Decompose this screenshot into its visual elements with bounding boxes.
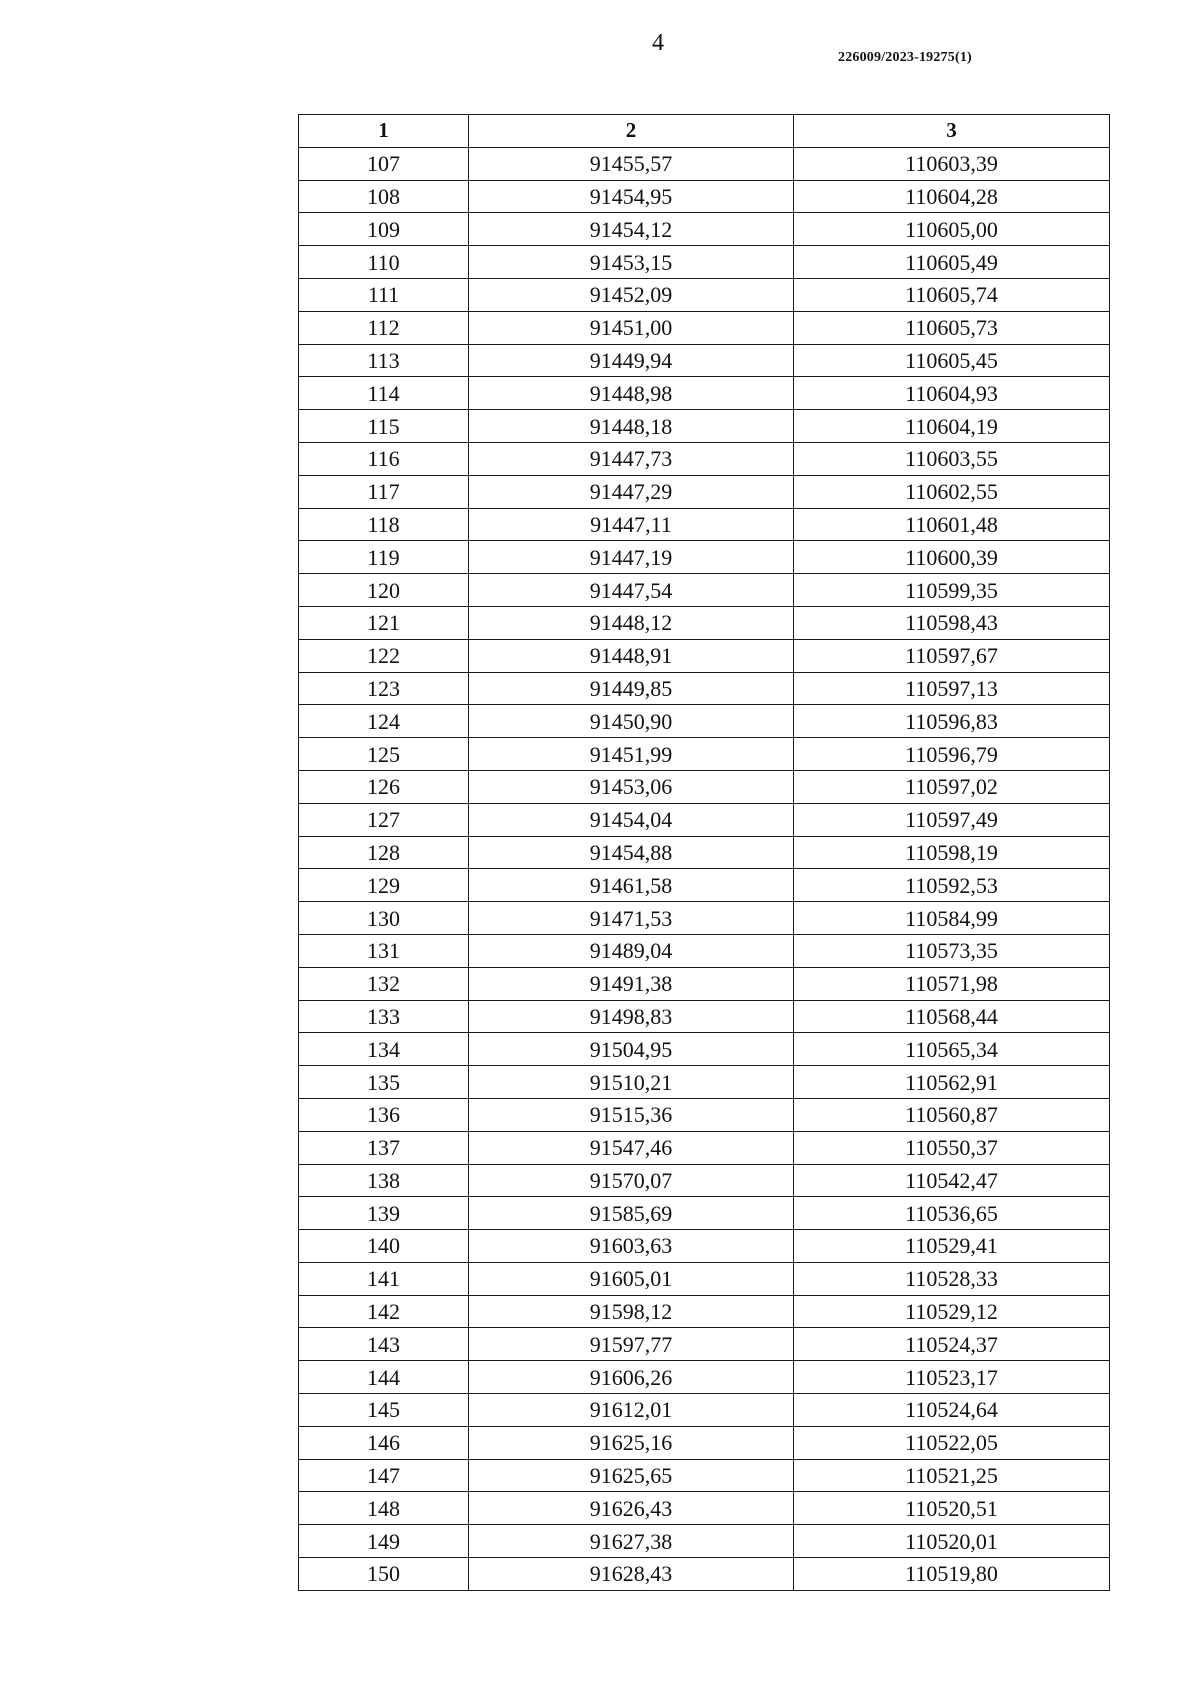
document-id: 226009/2023-19275(1) [838,50,972,65]
column-header: 1 [299,115,469,148]
table-row [299,278,1110,311]
table-row [299,836,1110,869]
y-coordinate-cell: 110605,49 [794,246,1110,279]
x-coordinate-cell: 91447,73 [469,442,794,475]
point-number-cell: 120 [299,574,469,607]
y-coordinate-cell: 110529,12 [794,1295,1110,1328]
y-coordinate-cell: 110605,45 [794,344,1110,377]
x-coordinate-cell: 91605,01 [469,1262,794,1295]
y-coordinate-cell: 110524,64 [794,1394,1110,1427]
table-row [299,1000,1110,1033]
table-row [299,1164,1110,1197]
table-row [299,1459,1110,1492]
table-row [299,180,1110,213]
y-coordinate-cell: 110592,53 [794,869,1110,902]
y-coordinate-cell: 110604,19 [794,410,1110,443]
column-header: 2 [469,115,794,148]
x-coordinate-cell: 91447,54 [469,574,794,607]
table-row [299,1525,1110,1558]
point-number-cell: 125 [299,738,469,771]
table-row [299,213,1110,246]
table-row [299,1295,1110,1328]
x-coordinate-cell: 91454,04 [469,803,794,836]
column-header: 3 [794,115,1110,148]
y-coordinate-cell: 110573,35 [794,934,1110,967]
point-number-cell: 121 [299,606,469,639]
table-row [299,311,1110,344]
point-number-cell: 113 [299,344,469,377]
point-number-cell: 112 [299,311,469,344]
table-row [299,1558,1110,1591]
point-number-cell: 127 [299,803,469,836]
x-coordinate-cell: 91515,36 [469,1098,794,1131]
y-coordinate-cell: 110529,41 [794,1230,1110,1263]
x-coordinate-cell: 91451,00 [469,311,794,344]
table-row [299,672,1110,705]
table-row [299,639,1110,672]
x-coordinate-cell: 91606,26 [469,1361,794,1394]
point-number-cell: 149 [299,1525,469,1558]
y-coordinate-cell: 110550,37 [794,1131,1110,1164]
x-coordinate-cell: 91454,88 [469,836,794,869]
x-coordinate-cell: 91504,95 [469,1033,794,1066]
y-coordinate-cell: 110603,39 [794,147,1110,180]
x-coordinate-cell: 91510,21 [469,1066,794,1099]
table-row [299,1262,1110,1295]
x-coordinate-cell: 91447,11 [469,508,794,541]
table-row [299,1328,1110,1361]
table-row [299,147,1110,180]
x-coordinate-cell: 91598,12 [469,1295,794,1328]
table-row [299,869,1110,902]
y-coordinate-cell: 110560,87 [794,1098,1110,1131]
point-number-cell: 145 [299,1394,469,1427]
x-coordinate-cell: 91448,12 [469,606,794,639]
table-row [299,770,1110,803]
y-coordinate-cell: 110598,43 [794,606,1110,639]
y-coordinate-cell: 110605,73 [794,311,1110,344]
table-row [299,967,1110,1000]
point-number-cell: 111 [299,278,469,311]
x-coordinate-cell: 91628,43 [469,1558,794,1591]
page-number: 4 [652,30,664,56]
x-coordinate-cell: 91471,53 [469,902,794,935]
y-coordinate-cell: 110599,35 [794,574,1110,607]
point-number-cell: 139 [299,1197,469,1230]
x-coordinate-cell: 91449,94 [469,344,794,377]
point-number-cell: 107 [299,147,469,180]
y-coordinate-cell: 110536,65 [794,1197,1110,1230]
point-number-cell: 142 [299,1295,469,1328]
y-coordinate-cell: 110542,47 [794,1164,1110,1197]
y-coordinate-cell: 110597,67 [794,639,1110,672]
x-coordinate-cell: 91585,69 [469,1197,794,1230]
point-number-cell: 146 [299,1426,469,1459]
y-coordinate-cell: 110565,34 [794,1033,1110,1066]
table-row [299,902,1110,935]
table-row [299,1394,1110,1427]
point-number-cell: 122 [299,639,469,672]
x-coordinate-cell: 91491,38 [469,967,794,1000]
y-coordinate-cell: 110520,01 [794,1525,1110,1558]
y-coordinate-cell: 110596,79 [794,738,1110,771]
point-number-cell: 129 [299,869,469,902]
x-coordinate-cell: 91451,99 [469,738,794,771]
table-row [299,344,1110,377]
x-coordinate-cell: 91452,09 [469,278,794,311]
point-number-cell: 147 [299,1459,469,1492]
x-coordinate-cell: 91547,46 [469,1131,794,1164]
y-coordinate-cell: 110522,05 [794,1426,1110,1459]
table-row [299,803,1110,836]
y-coordinate-cell: 110568,44 [794,1000,1110,1033]
point-number-cell: 109 [299,213,469,246]
x-coordinate-cell: 91448,91 [469,639,794,672]
point-number-cell: 135 [299,1066,469,1099]
table-row [299,705,1110,738]
table-row [299,606,1110,639]
point-number-cell: 141 [299,1262,469,1295]
x-coordinate-cell: 91498,83 [469,1000,794,1033]
y-coordinate-cell: 110602,55 [794,475,1110,508]
y-coordinate-cell: 110571,98 [794,967,1110,1000]
table-row [299,1098,1110,1131]
table-row [299,1197,1110,1230]
point-number-cell: 115 [299,410,469,443]
table-row [299,246,1110,279]
y-coordinate-cell: 110604,93 [794,377,1110,410]
y-coordinate-cell: 110521,25 [794,1459,1110,1492]
y-coordinate-cell: 110601,48 [794,508,1110,541]
y-coordinate-cell: 110528,33 [794,1262,1110,1295]
table-row [299,1230,1110,1263]
table-row [299,1492,1110,1525]
point-number-cell: 128 [299,836,469,869]
x-coordinate-cell: 91453,06 [469,770,794,803]
y-coordinate-cell: 110584,99 [794,902,1110,935]
table-row [299,738,1110,771]
x-coordinate-cell: 91447,29 [469,475,794,508]
x-coordinate-cell: 91450,90 [469,705,794,738]
point-number-cell: 133 [299,1000,469,1033]
x-coordinate-cell: 91489,04 [469,934,794,967]
point-number-cell: 143 [299,1328,469,1361]
point-number-cell: 132 [299,967,469,1000]
table-header-row [299,115,1110,148]
y-coordinate-cell: 110605,00 [794,213,1110,246]
x-coordinate-cell: 91453,15 [469,246,794,279]
point-number-cell: 137 [299,1131,469,1164]
point-number-cell: 110 [299,246,469,279]
table-row [299,541,1110,574]
y-coordinate-cell: 110603,55 [794,442,1110,475]
y-coordinate-cell: 110598,19 [794,836,1110,869]
point-number-cell: 150 [299,1558,469,1591]
x-coordinate-cell: 91627,38 [469,1525,794,1558]
table-row [299,934,1110,967]
coordinates-table [298,114,1110,1591]
x-coordinate-cell: 91454,95 [469,180,794,213]
x-coordinate-cell: 91612,01 [469,1394,794,1427]
point-number-cell: 123 [299,672,469,705]
point-number-cell: 116 [299,442,469,475]
table-row [299,442,1110,475]
y-coordinate-cell: 110524,37 [794,1328,1110,1361]
table-row [299,475,1110,508]
y-coordinate-cell: 110597,13 [794,672,1110,705]
point-number-cell: 136 [299,1098,469,1131]
table-body [299,147,1110,1590]
point-number-cell: 124 [299,705,469,738]
y-coordinate-cell: 110562,91 [794,1066,1110,1099]
y-coordinate-cell: 110523,17 [794,1361,1110,1394]
y-coordinate-cell: 110600,39 [794,541,1110,574]
x-coordinate-cell: 91570,07 [469,1164,794,1197]
x-coordinate-cell: 91447,19 [469,541,794,574]
x-coordinate-cell: 91448,98 [469,377,794,410]
y-coordinate-cell: 110605,74 [794,278,1110,311]
table-row [299,574,1110,607]
y-coordinate-cell: 110519,80 [794,1558,1110,1591]
point-number-cell: 144 [299,1361,469,1394]
table-row [299,1033,1110,1066]
y-coordinate-cell: 110604,28 [794,180,1110,213]
y-coordinate-cell: 110520,51 [794,1492,1110,1525]
x-coordinate-cell: 91449,85 [469,672,794,705]
table-row [299,377,1110,410]
y-coordinate-cell: 110596,83 [794,705,1110,738]
point-number-cell: 114 [299,377,469,410]
point-number-cell: 148 [299,1492,469,1525]
point-number-cell: 117 [299,475,469,508]
point-number-cell: 108 [299,180,469,213]
x-coordinate-cell: 91461,58 [469,869,794,902]
table-row [299,508,1110,541]
x-coordinate-cell: 91448,18 [469,410,794,443]
point-number-cell: 131 [299,934,469,967]
point-number-cell: 140 [299,1230,469,1263]
x-coordinate-cell: 91454,12 [469,213,794,246]
table-row [299,1426,1110,1459]
x-coordinate-cell: 91625,16 [469,1426,794,1459]
x-coordinate-cell: 91455,57 [469,147,794,180]
x-coordinate-cell: 91597,77 [469,1328,794,1361]
x-coordinate-cell: 91603,63 [469,1230,794,1263]
table-row [299,1066,1110,1099]
table-row [299,1361,1110,1394]
point-number-cell: 119 [299,541,469,574]
x-coordinate-cell: 91626,43 [469,1492,794,1525]
point-number-cell: 126 [299,770,469,803]
table-row [299,1131,1110,1164]
table-row [299,410,1110,443]
x-coordinate-cell: 91625,65 [469,1459,794,1492]
point-number-cell: 130 [299,902,469,935]
point-number-cell: 134 [299,1033,469,1066]
y-coordinate-cell: 110597,02 [794,770,1110,803]
y-coordinate-cell: 110597,49 [794,803,1110,836]
point-number-cell: 118 [299,508,469,541]
point-number-cell: 138 [299,1164,469,1197]
